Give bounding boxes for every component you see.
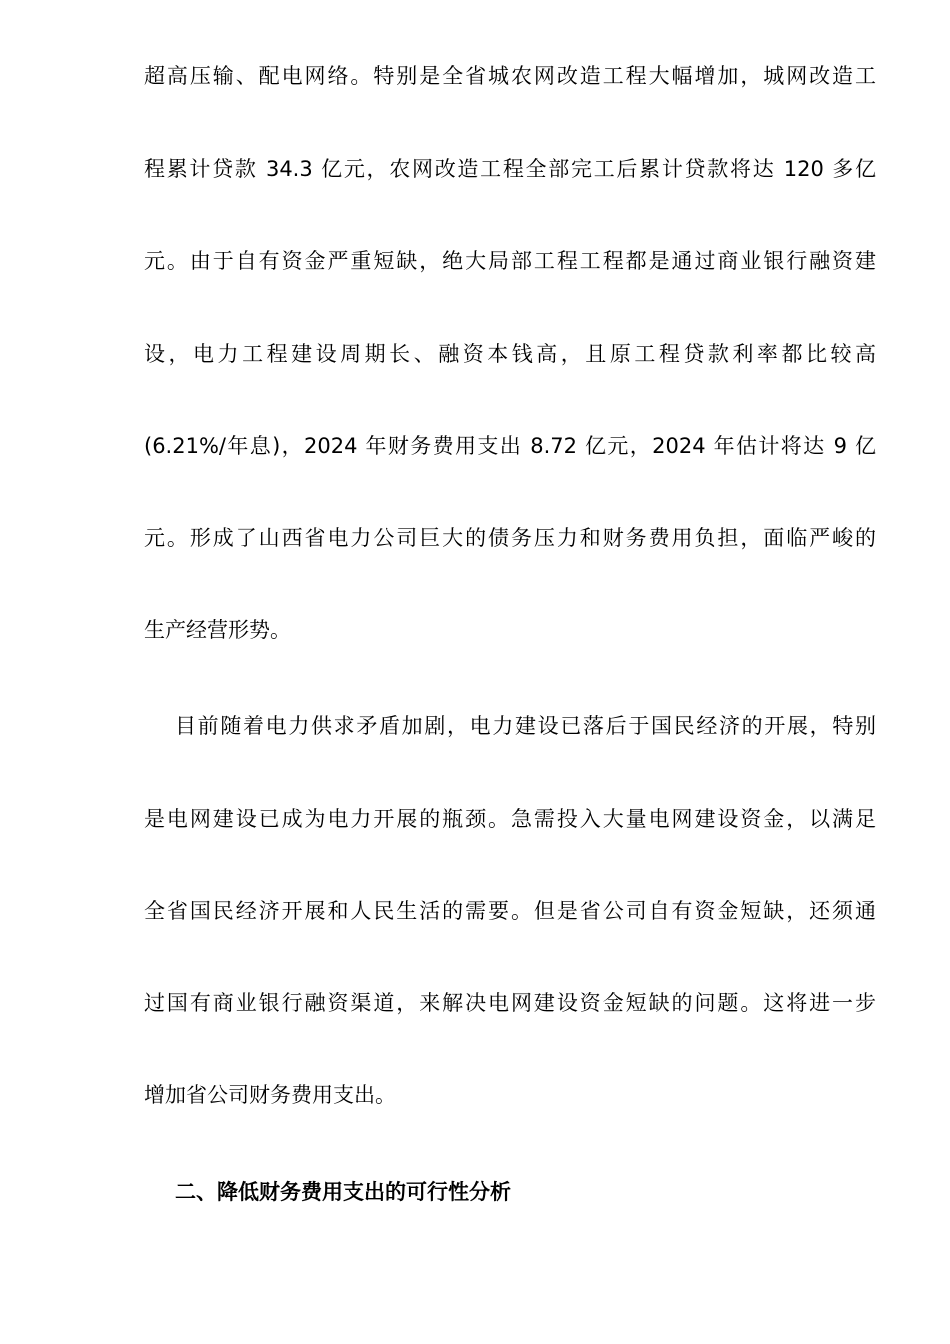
section-heading: 二、降低财务费用支出的可行性分析: [175, 1180, 511, 1204]
paragraph-1-line-3: 元。由于自有资金严重短缺，绝大局部工程工程都是通过商业银行融资建: [144, 249, 876, 273]
paragraph-1-line-4: 设，电力工程建设周期长、融资本钱高，且原工程贷款利率都比较高: [144, 342, 876, 366]
paragraph-1-line-1: 超高压输、配电网络。特别是全省城农网改造工程大幅增加，城网改造工: [144, 64, 876, 88]
paragraph-1-line-6: 元。形成了山西省电力公司巨大的债务压力和财务费用负担，面临严峻的: [144, 526, 876, 550]
paragraph-2-line-5: 增加省公司财务费用支出。: [144, 1083, 396, 1107]
paragraph-2-line-4: 过国有商业银行融资渠道，来解决电网建设资金短缺的问题。这将进一步: [144, 991, 876, 1015]
paragraph-1-line-7: 生产经营形势。: [144, 618, 291, 642]
paragraph-1-line-5: (6.21%/年息)，2024 年财务费用支出 8.72 亿元，2024 年估计将达 9 亿: [144, 434, 876, 458]
paragraph-2-line-2: 是电网建设已成为电力开展的瓶颈。急需投入大量电网建设资金，以满足: [144, 807, 876, 831]
paragraph-2-line-3: 全省国民经济开展和人民生活的需要。但是省公司自有资金短缺，还须通: [144, 899, 876, 923]
paragraph-1-line-2: 程累计贷款 34.3 亿元，农网改造工程全部完工后累计贷款将达 120 多亿: [144, 157, 876, 181]
paragraph-2-line-1: 目前随着电力供求矛盾加剧，电力建设已落后于国民经济的开展，特别: [175, 714, 876, 738]
